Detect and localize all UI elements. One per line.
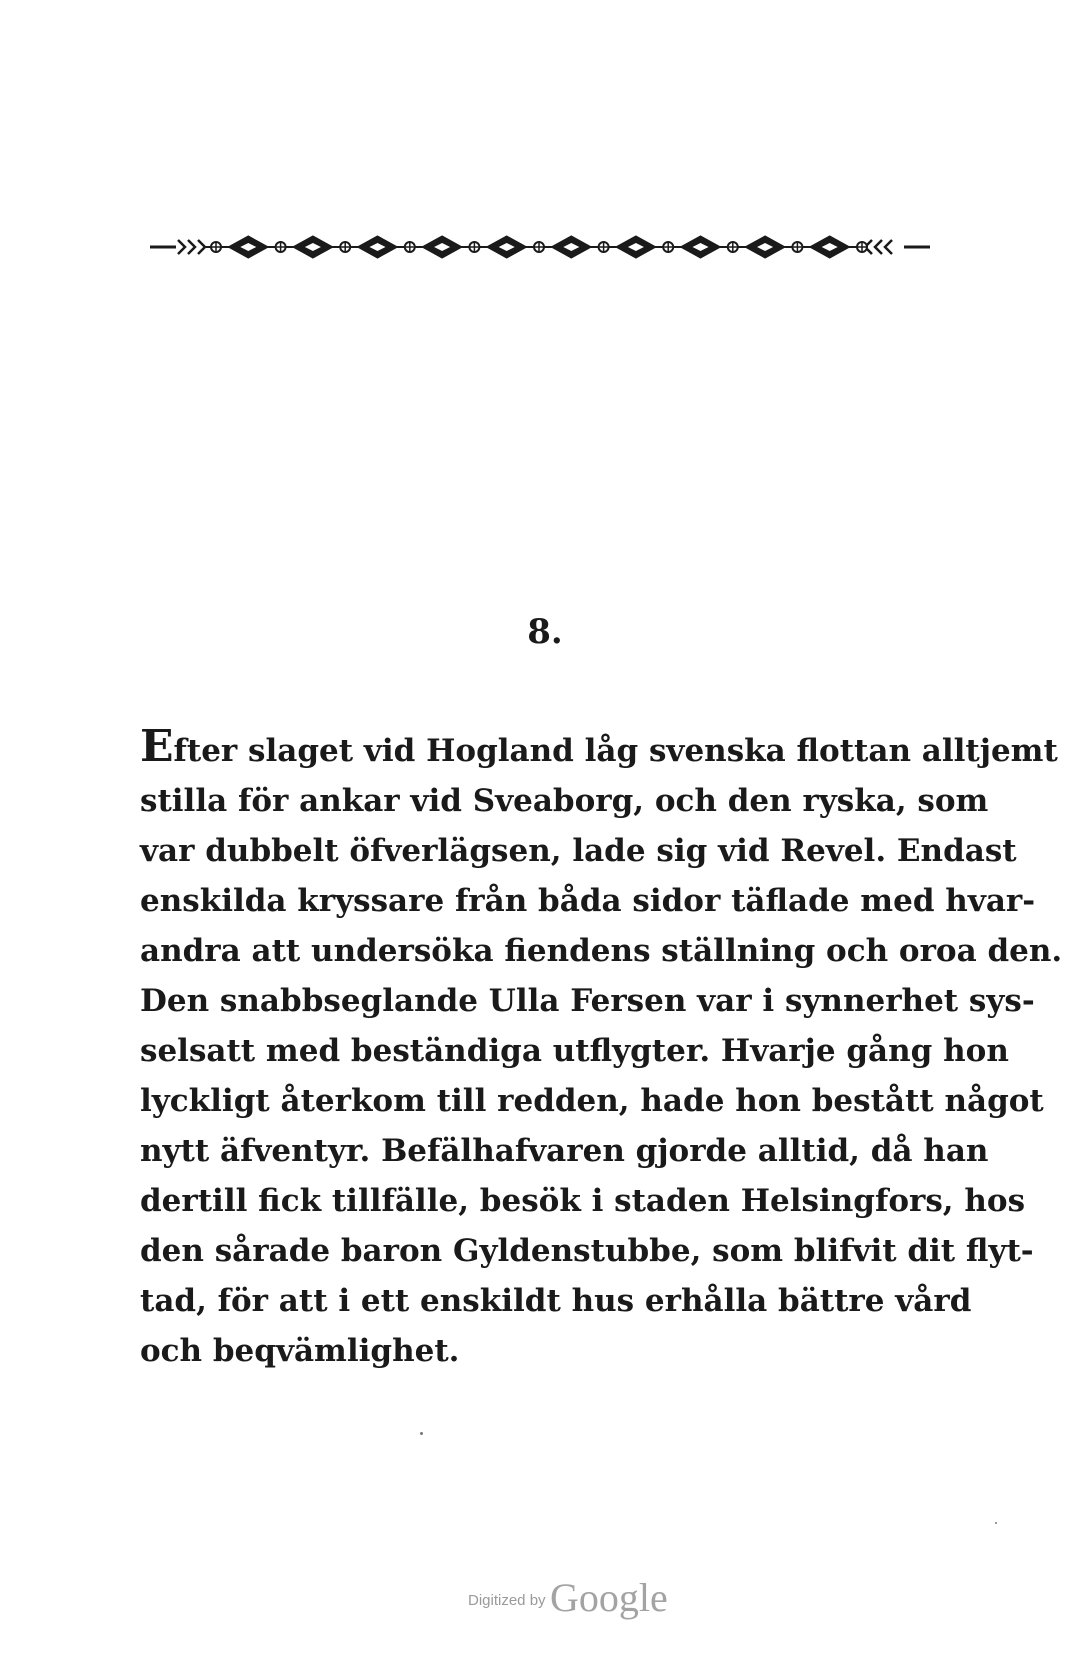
ornament-mark [885,240,892,254]
first-line-text: fter slaget vid Hogland låg svenska flottan alltjemt [173,733,1058,769]
text-line: var dubbelt öfverlägsen, lade sig vid Revel. Endast [140,833,1017,869]
text-line: tad, för att i ett enskildt hus erhålla bättre vård [140,1283,972,1319]
text-line-last: och beqvämlighet. [140,1333,460,1369]
watermark-brand: Google [550,1575,668,1620]
watermark-prefix: Digitized by [468,1592,546,1609]
drop-cap: E [140,721,174,772]
ornament-mark [198,240,205,254]
text-line: andra att undersöka fiendens ställning och oroa den. [140,933,1063,969]
text-line: stilla för ankar vid Sveaborg, och den ryska, som [140,783,989,819]
digitized-by-google-watermark [468,1574,768,1634]
text-line: enskilda kryssare från båda sidor täflade med hvar- [140,883,1036,919]
chapter-number: 8. [527,612,563,652]
ornament-mark [875,240,882,254]
decorative-ornament-border [150,232,930,262]
body-text [140,721,1063,1376]
print-speck [420,1432,423,1435]
ornament-mark [188,240,195,254]
text-line: Den snabbseglande Ulla Fersen var i synnerhet sys- [140,983,1035,1019]
text-line [140,721,1058,776]
text-line: dertill fick tillfälle, besök i staden Helsingfors, hos [140,1183,1026,1219]
text-line: nytt äfventyr. Befälhafvaren gjorde alltid, då han [140,1133,989,1169]
text-line: lyckligt återkom till redden, hade hon bestått något [140,1083,1044,1119]
print-speck [995,1522,997,1524]
text-line: selsatt med beständiga utflygter. Hvarje gång hon [140,1033,1009,1069]
ornament-mark [178,240,185,254]
text-line: den sårade baron Gyldenstubbe, som blifvit dit flyt- [140,1233,1034,1269]
